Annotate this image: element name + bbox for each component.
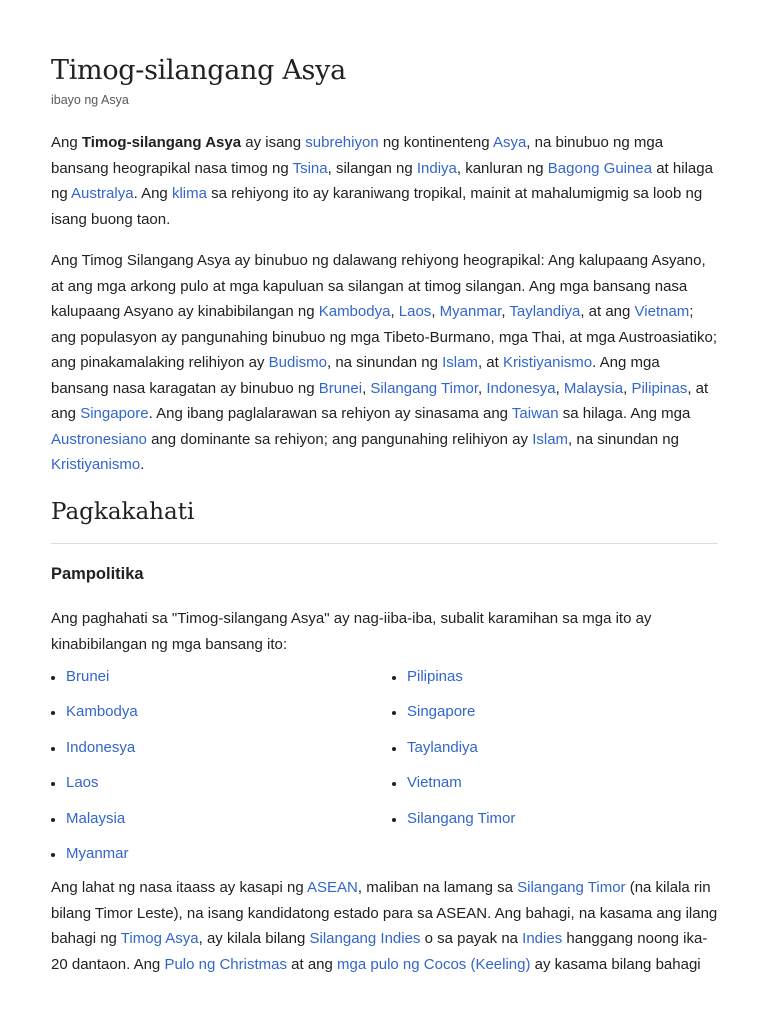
paragraph-text: . Ang mga bansang nasa karagatan ay binubuo ng [51,354,660,397]
paragraph-text: ng kontinenteng [378,134,493,151]
link-indiya[interactable]: Indiya [416,159,457,177]
paragraph-text: , na sinundan ng [327,354,443,371]
paragraph-text: . Ang ibang paglalarawan sa rehiyon ay sinasama ang [148,405,512,422]
bullet-icon [51,676,55,680]
link-laos[interactable]: Laos [398,303,432,320]
country-link-kambodya[interactable]: Kambodya [66,703,138,721]
link-mga-pulo-ng-cocos-keeling[interactable]: mga pulo ng Cocos (Keeling) [337,955,531,973]
paragraph-text: (na kilala rin bilang Timor Leste), na isang kandidatong estado para sa ASEAN. Ang bahagi, na kasama ang ilang bahagi ng [51,879,718,947]
link-australya[interactable]: Australya [71,185,134,202]
paragraph-text: , na sinundan ng [568,430,679,448]
country-link-taylandiya[interactable]: Taylandiya [407,738,478,756]
paragraph-text: , [623,379,632,397]
link-taylandiya[interactable]: Taylandiya [509,303,581,320]
bullet-icon [51,818,55,822]
paragraph-text: sa hilaga. Ang mga [558,405,691,422]
subsection-heading-pampolitika: Pampolitika [51,565,144,583]
link-bagong-guinea[interactable]: Bagong Guinea [547,159,653,177]
bullet-icon [392,782,396,786]
link-myanmar[interactable]: Myanmar [439,303,502,320]
paragraph-text: . Ang [133,185,172,202]
link-silangang-indies[interactable]: Silangang Indies [309,930,421,947]
paragraph-text: sa rehiyong ito ay karaniwang tropikal, mainit at mahalumigmig sa loob ng isang buong taon. [51,185,703,228]
list-item [51,667,381,702]
paragraph-text: o sa payak na [420,930,523,947]
section-divider [51,543,718,544]
bullet-icon [392,818,396,822]
bullet-icon [51,782,55,786]
list-item [392,702,722,737]
list-item [392,667,722,702]
country-link-malaysia[interactable]: Malaysia [66,809,126,827]
paragraph-text: at ang [287,955,338,973]
link-silangang-timor[interactable]: Silangang Timor [517,879,626,896]
link-taiwan[interactable]: Taiwan [511,405,559,422]
link-vietnam[interactable]: Vietnam [634,303,690,320]
paragraph-text: hanggang noong ika-20 dantaon. Ang [51,930,708,973]
asean-paragraph [51,875,719,977]
link-austronesiano[interactable]: Austronesiano [51,430,147,448]
link-kambodya[interactable]: Kambodya [318,303,391,320]
paragraph-text: , [362,379,371,397]
bullet-icon [51,853,55,857]
bullet-icon [392,711,396,715]
link-tsina[interactable]: Tsina [292,159,328,177]
link-islam[interactable]: Islam [532,430,569,448]
link-silangang-timor[interactable]: Silangang Timor [370,379,478,397]
link-indies[interactable]: Indies [522,930,563,947]
link-pilipinas[interactable]: Pilipinas [631,379,688,397]
politics-intro-paragraph [51,606,719,657]
section-heading-pagkakahati: Pagkakahati [51,499,195,525]
paragraph-text: Ang paghahati sa "Timog-silangang Asya" ay nag-iiba-iba, subalit karamihan sa mga ito ay kinabibilangan ng mga bansang ito: [51,610,652,653]
list-item [51,702,381,737]
paragraph-text: , [501,303,510,320]
list-item [51,738,381,773]
link-timog-asya[interactable]: Timog Asya [120,930,199,947]
list-item [392,738,722,773]
paragraph-text: , [390,303,399,320]
bullet-icon [392,676,396,680]
paragraph-text: , [555,379,564,397]
paragraph-text: , silangan ng [327,159,417,177]
paragraph-text: ay kasama bilang bahagi [530,955,701,973]
link-kristiyanismo[interactable]: Kristiyanismo [51,456,141,473]
country-link-singapore[interactable]: Singapore [407,703,476,721]
link-asya[interactable]: Asya [492,134,527,151]
country-link-pilipinas[interactable]: Pilipinas [407,668,463,685]
paragraph-text: , maliban na lamang sa [357,879,518,896]
paragraph-text: Ang lahat ng nasa itaass ay kasapi ng [51,879,308,896]
bullet-icon [51,747,55,751]
paragraph-text: , ay kilala bilang [198,930,310,947]
paragraph-text: . [140,456,145,473]
paragraph-text: ; ang populasyon ay pangunahing binubuo ng mga Tibeto-Burmano, mga Thai, at mga Austroasiatiko; ang pinakamalaking relihiyon ay [51,303,717,371]
bullet-icon [51,711,55,715]
link-islam[interactable]: Islam [442,354,478,371]
paragraph-text: Ang Timog Silangang Asya ay binubuo ng dalawang rehiyong heograpikal: Ang kalupaang Asyano, at ang mga arkong pulo at mga kapuluan sa silangan at timog silangan. Ang mga bansang nasa kalupaang Asyano ay kinabibilangan ng [51,252,706,320]
country-link-indonesya[interactable]: Indonesya [66,738,136,756]
list-item [51,809,381,844]
intro-paragraph [51,130,719,232]
paragraph-text: ay isang [241,134,306,151]
geography-paragraph [51,248,719,478]
country-list-left [51,667,381,879]
country-link-vietnam[interactable]: Vietnam [407,774,462,792]
paragraph-text: at hilaga ng [51,159,713,202]
paragraph-text: , [431,303,440,320]
paragraph-text: Ang [51,134,82,151]
paragraph-text: , na binubuo ng mga bansang heograpikal nasa timog ng [51,134,664,177]
country-link-myanmar[interactable]: Myanmar [66,844,129,862]
country-link-laos[interactable]: Laos [66,774,99,792]
link-pulo-ng-christmas[interactable]: Pulo ng Christmas [164,955,287,973]
paragraph-text: ang dominante sa rehiyon; ang pangunahing relihiyon ay [146,430,533,448]
page-subtitle: ibayo ng Asya [51,93,129,107]
list-item [51,773,381,808]
paragraph-text: , at ang [580,303,635,320]
paragraph-text: , at ang [51,379,709,422]
link-brunei[interactable]: Brunei [318,379,363,397]
link-malaysia[interactable]: Malaysia [563,379,624,397]
link-indonesya[interactable]: Indonesya [486,379,556,397]
link-asean[interactable]: ASEAN [307,879,358,896]
paragraph-text: , kanluran ng [456,159,548,177]
page-title: Timog-silangang Asya [51,55,346,86]
bold-term: Timog-silangang Asya [81,134,242,151]
link-subrehiyon[interactable]: subrehiyon [305,134,379,151]
list-item [392,809,722,844]
link-klima[interactable]: klima [171,185,207,202]
country-list-right [392,667,722,844]
country-link-silangang-timor[interactable]: Silangang Timor [407,809,516,827]
bullet-icon [392,747,396,751]
list-item [392,773,722,808]
link-budismo[interactable]: Budismo [268,354,327,371]
paragraph-text: , at [477,354,503,371]
link-kristiyanismo[interactable]: Kristiyanismo [502,354,593,371]
link-singapore[interactable]: Singapore [80,405,149,422]
country-link-brunei[interactable]: Brunei [66,668,110,685]
paragraph-text: , [478,379,487,397]
